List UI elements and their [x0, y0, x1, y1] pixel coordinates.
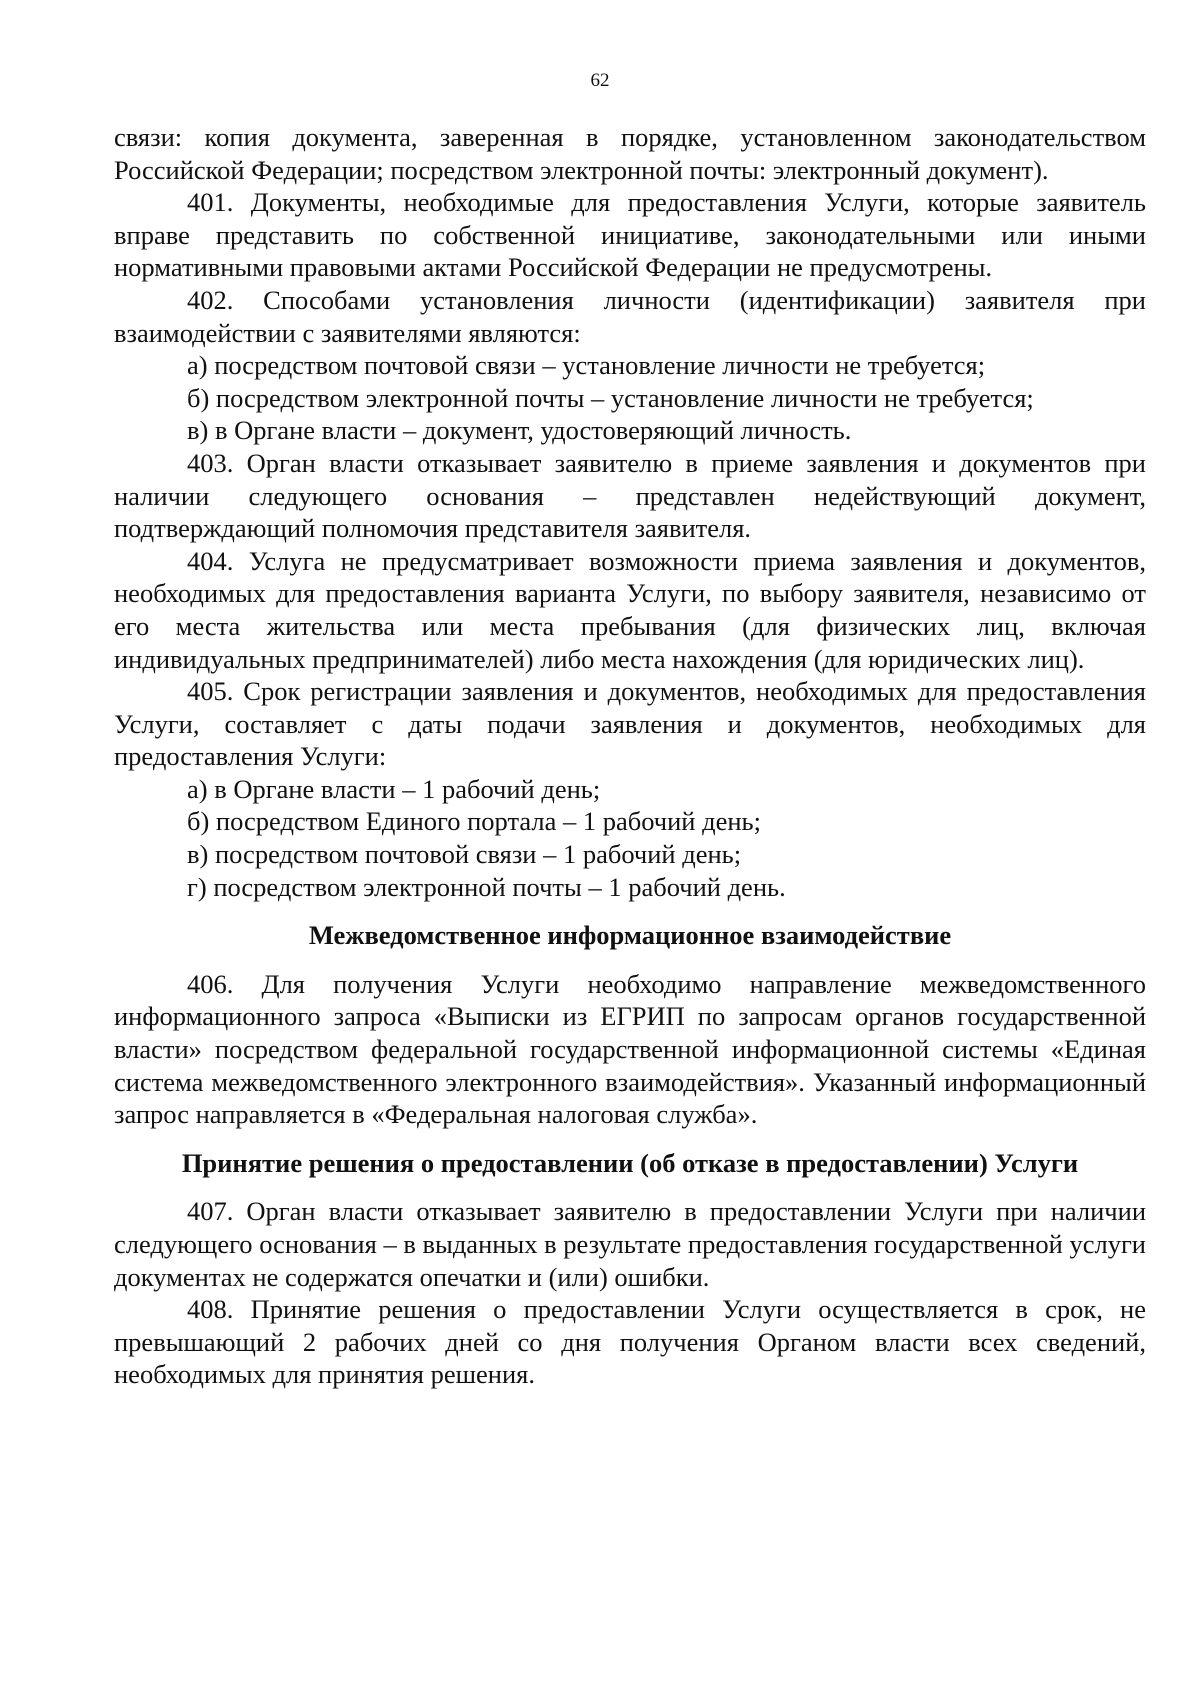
- paragraph-405-item-a: а) в Органе власти – 1 рабочий день;: [187, 773, 601, 804]
- paragraph-continuation: связи: копия документа, заверенная в порядке, установленном законодательством Российской Федерации; посредством электронной почты: электронный документ).: [114, 122, 1146, 185]
- paragraph-405-item-b: б) посредством Единого портала – 1 рабочий день;: [187, 806, 761, 837]
- paragraph-408: 408. Принятие решения о предоставлении Услуги осуществляется в срок, не превышающий 2 рабочих дней со дня получения Органом власти всех сведений, необходимых для принятия решения.: [114, 1294, 1146, 1390]
- document-body: [114, 121, 1146, 1391]
- paragraph-403: 403. Орган власти отказывает заявителю в приеме заявления и документов при наличии следующего основания – представлен недействующий документ, подтверждающий полномочия представителя заявителя.: [114, 447, 1146, 544]
- paragraph-407: 407. Орган власти отказывает заявителю в предоставлении Услуги при наличии следующего основания – в выданных в результате предоставления государственной услуги документах не содержатся опечатки и (или) ошибки.: [114, 1196, 1146, 1292]
- paragraph-402-item-b: б) посредством электронной почты – установление личности не требуется;: [187, 382, 1034, 413]
- paragraph-402-item-c: в) в Органе власти – документ, удостоверяющий личность.: [187, 415, 852, 446]
- paragraph-405-item-c: в) посредством почтовой связи – 1 рабочий день;: [187, 839, 742, 870]
- paragraph-402: 402. Способами установления личности (идентификации) заявителя при взаимодействии с заявителями являются:: [114, 284, 1146, 348]
- paragraph-404: 404. Услуга не предусматривает возможности приема заявления и документов, необходимых для предоставления варианта Услуги, по выбору заявителя, независимо от его места жительства или места пребывания (для физических лиц, включая индивидуальных предпринимателей) либо места нахождения (для юридических лиц).: [114, 545, 1146, 674]
- paragraph-405: 405. Срок регистрации заявления и документов, необходимых для предоставления Услуги, составляет с даты подачи заявления и документов, необходимых для предоставления Услуги:: [114, 676, 1146, 772]
- page-number: 62: [590, 70, 610, 91]
- paragraph-401: 401. Документы, необходимые для предоставления Услуги, которые заявитель вправе представить по собственной инициативе, законодательными или иными нормативными правовыми актами Российской Федерации не предусмотрены.: [114, 187, 1146, 283]
- paragraph-405-item-d: г) посредством электронной почты – 1 рабочий день.: [187, 871, 786, 902]
- paragraph-406: 406. Для получения Услуги необходимо направление межведомственного информационного запроса «Выписки из ЕГРИП по запросам органов государственной власти» посредством федеральной государственной информационной системы «Единая система межведомственного электронного взаимодействия». Указанный информационный запрос направляется в «Федеральная налоговая служба».: [114, 968, 1146, 1130]
- section-heading-decision: Принятие решения о предоставлении (об отказе в предоставлении) Услуги: [181, 1147, 1079, 1178]
- section-heading-interagency: Межведомственное информационное взаимодействие: [308, 920, 952, 951]
- paragraph-402-item-a: а) посредством почтовой связи – установление личности не требуется;: [187, 350, 986, 381]
